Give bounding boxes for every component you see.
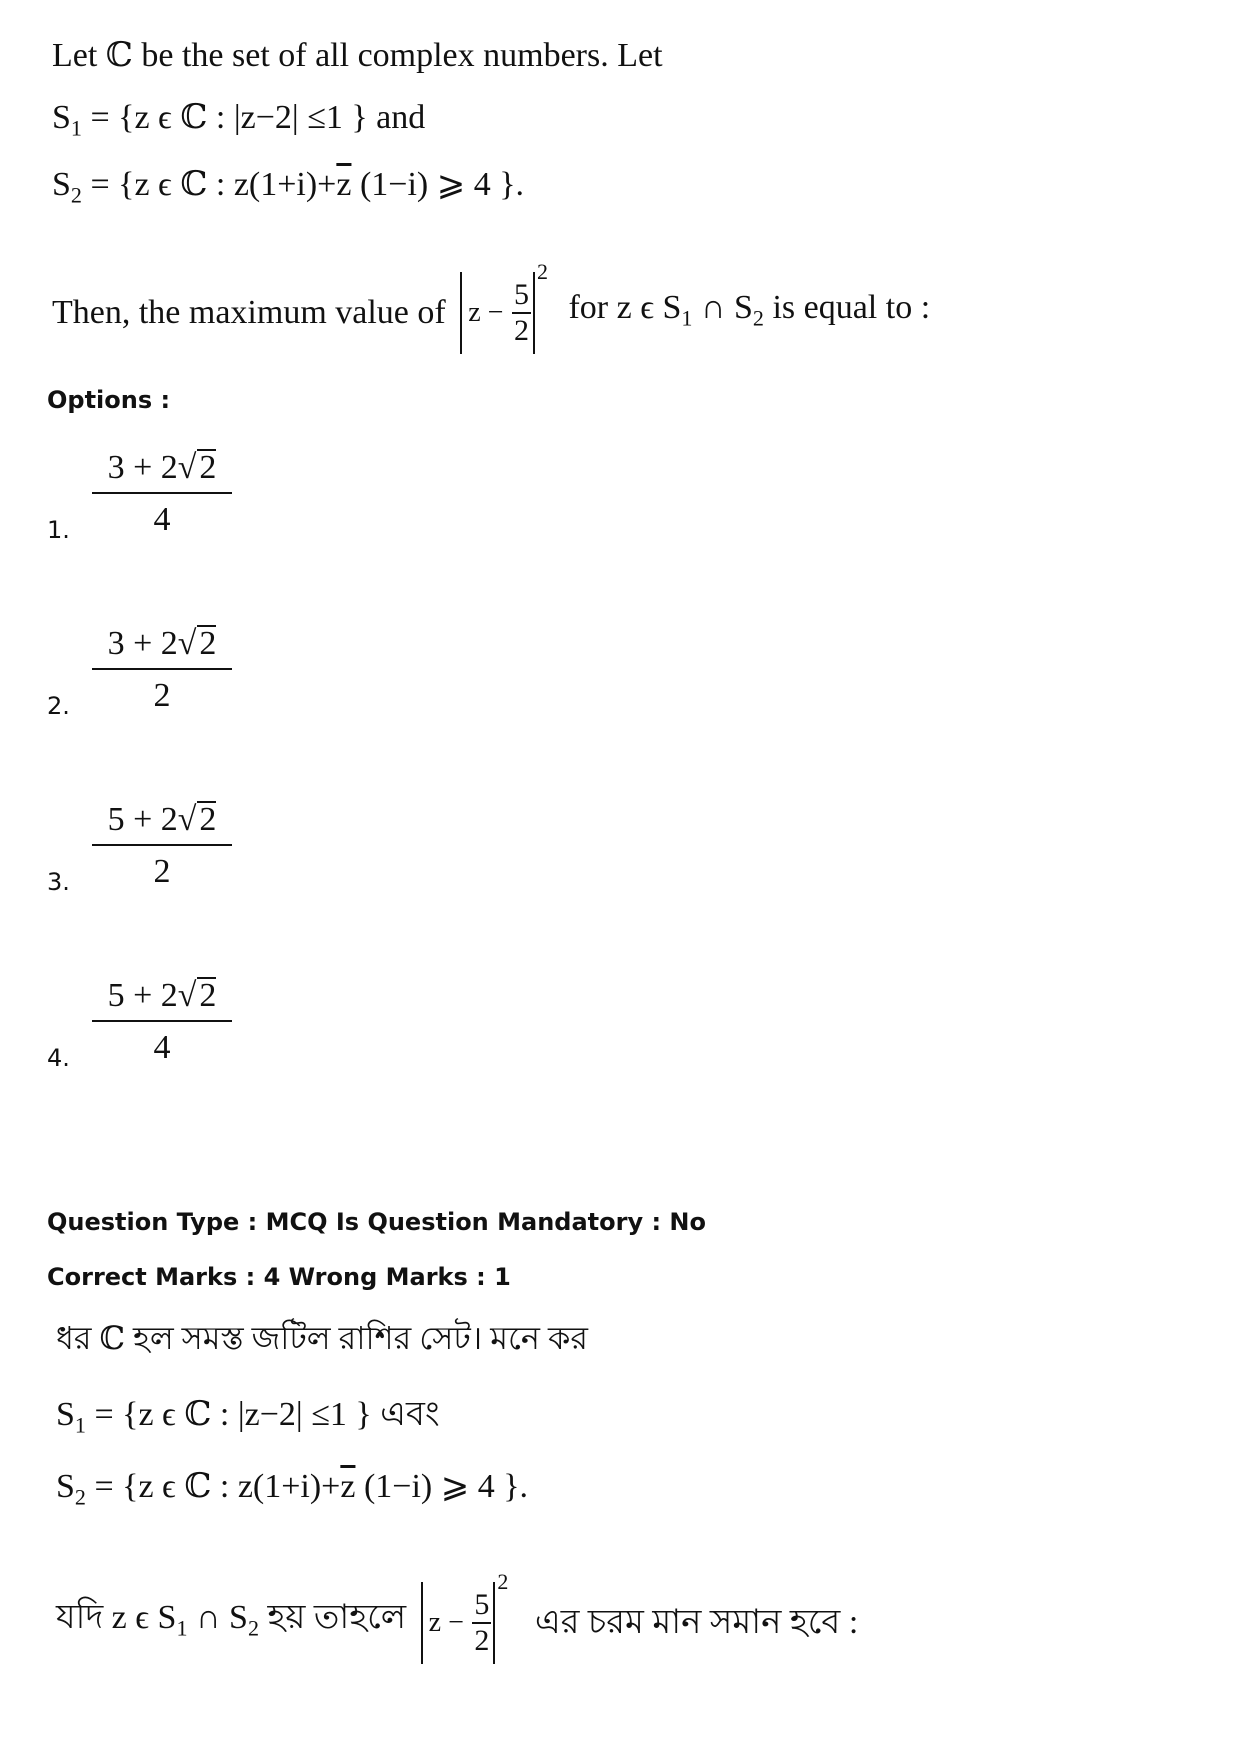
marks-line: Correct Marks : 4 Wrong Marks : 1 [47,1263,511,1291]
s2-body-a: = {z ϵ ℂ : z(1+i)+ [81,166,337,203]
bn-abs-bar-right [493,1582,495,1664]
then-text: Then, the maximum value of [52,294,446,331]
option-4-numerator: 5 + 2√2 [107,977,217,1014]
option-1-fraction [92,448,232,540]
abs-bar-left [460,272,462,354]
s2-symbol: S [52,166,71,203]
option-2-number: 2. [47,692,70,720]
option-3-number: 3. [47,868,70,896]
bn-expr-power: 2 [497,1569,509,1594]
option-3-denominator: 2 [153,853,171,890]
bn-set-s2-definition [56,1467,528,1518]
s1-subscript: 1 [70,115,82,141]
for-sub-2: 2 [752,305,764,331]
bn-if-sub-2: 2 [247,1615,260,1641]
for-sub-1: 1 [681,305,693,331]
option-4-number: 4. [47,1044,70,1072]
option-4-denominator: 4 [153,1029,171,1066]
question-line-1: Let ℂ be the set of all complex numbers. Let [52,37,663,74]
bn-tail: এর চরম মান সমান হবে : [534,1604,859,1641]
bn-if-clause [56,1598,407,1641]
s2-body-b: (1−i) ⩾ 4 }. [351,166,525,203]
s2-zbar: $\overline{z}$ [336,166,352,203]
option-2-denominator: 2 [153,677,171,714]
bn-if-end: হয় তাহলে [259,1598,407,1636]
bn-question-line-1: ধর ℂ হল সমস্ত জটিল রাশির সেট। মনে কর [56,1320,588,1356]
bn-abs-bar-left [421,1582,423,1664]
expr-fraction [512,278,531,348]
s1-body: = {z ϵ ℂ : |z−2| ≤1 } and [81,99,426,136]
option-1-number: 1. [47,516,70,544]
fraction-denominator: 2 [513,314,529,347]
option-2-numerator: 3 + 2√2 [107,625,217,662]
bn-s2-symbol: S [56,1468,75,1505]
bn-s1-subscript: 1 [74,1412,86,1438]
bn-s1-body: = {z ϵ ℂ : |z−2| ≤1 } এবং [85,1396,440,1433]
bn-question-if-line [56,1569,859,1664]
bn-s2-body-b: (1−i) ⩾ 4 }. [355,1468,529,1505]
options-label: Options : [47,386,171,414]
bn-fraction-denominator: 2 [474,1624,490,1657]
expr-power: 2 [536,259,548,284]
bn-if-text: যদি z ϵ S [56,1598,177,1636]
s1-symbol: S [52,99,71,136]
set-s1-definition [52,98,425,149]
set-s2-definition [52,165,524,216]
option-3-numerator: 5 + 2√2 [107,801,217,838]
option-1-denominator: 4 [153,501,171,538]
bn-set-s1-definition [56,1395,440,1446]
fraction-numerator: 5 [513,278,529,311]
option-2-fraction [92,624,232,716]
bn-fraction-numerator: 5 [474,1588,490,1621]
bn-s2-zbar: $\overline{z}$ [340,1468,356,1505]
for-cap: ∩ S [692,288,753,326]
bn-if-cap: ∩ S [187,1598,248,1636]
option-3-fraction [92,800,232,892]
bn-expr-z: z − [428,1607,464,1638]
abs-bar-right [533,272,535,354]
bn-s1-symbol: S [56,1396,75,1433]
for-clause [568,288,931,331]
option-1-numerator: 3 + 2√2 [107,449,217,486]
bn-if-sub-1: 1 [176,1615,188,1641]
bn-expr-fraction [472,1588,491,1658]
bn-s2-body-a: = {z ϵ ℂ : z(1+i)+ [85,1468,341,1505]
expr-z: z − [468,297,504,328]
for-text: for z ϵ S [568,288,682,326]
option-4-fraction [92,976,232,1068]
for-end: is equal to : [763,288,931,326]
s2-subscript: 2 [70,182,82,208]
question-then-line [52,259,931,354]
bn-s2-subscript: 2 [74,1484,86,1510]
question-type-line: Question Type : MCQ Is Question Mandatory : No [47,1208,706,1236]
